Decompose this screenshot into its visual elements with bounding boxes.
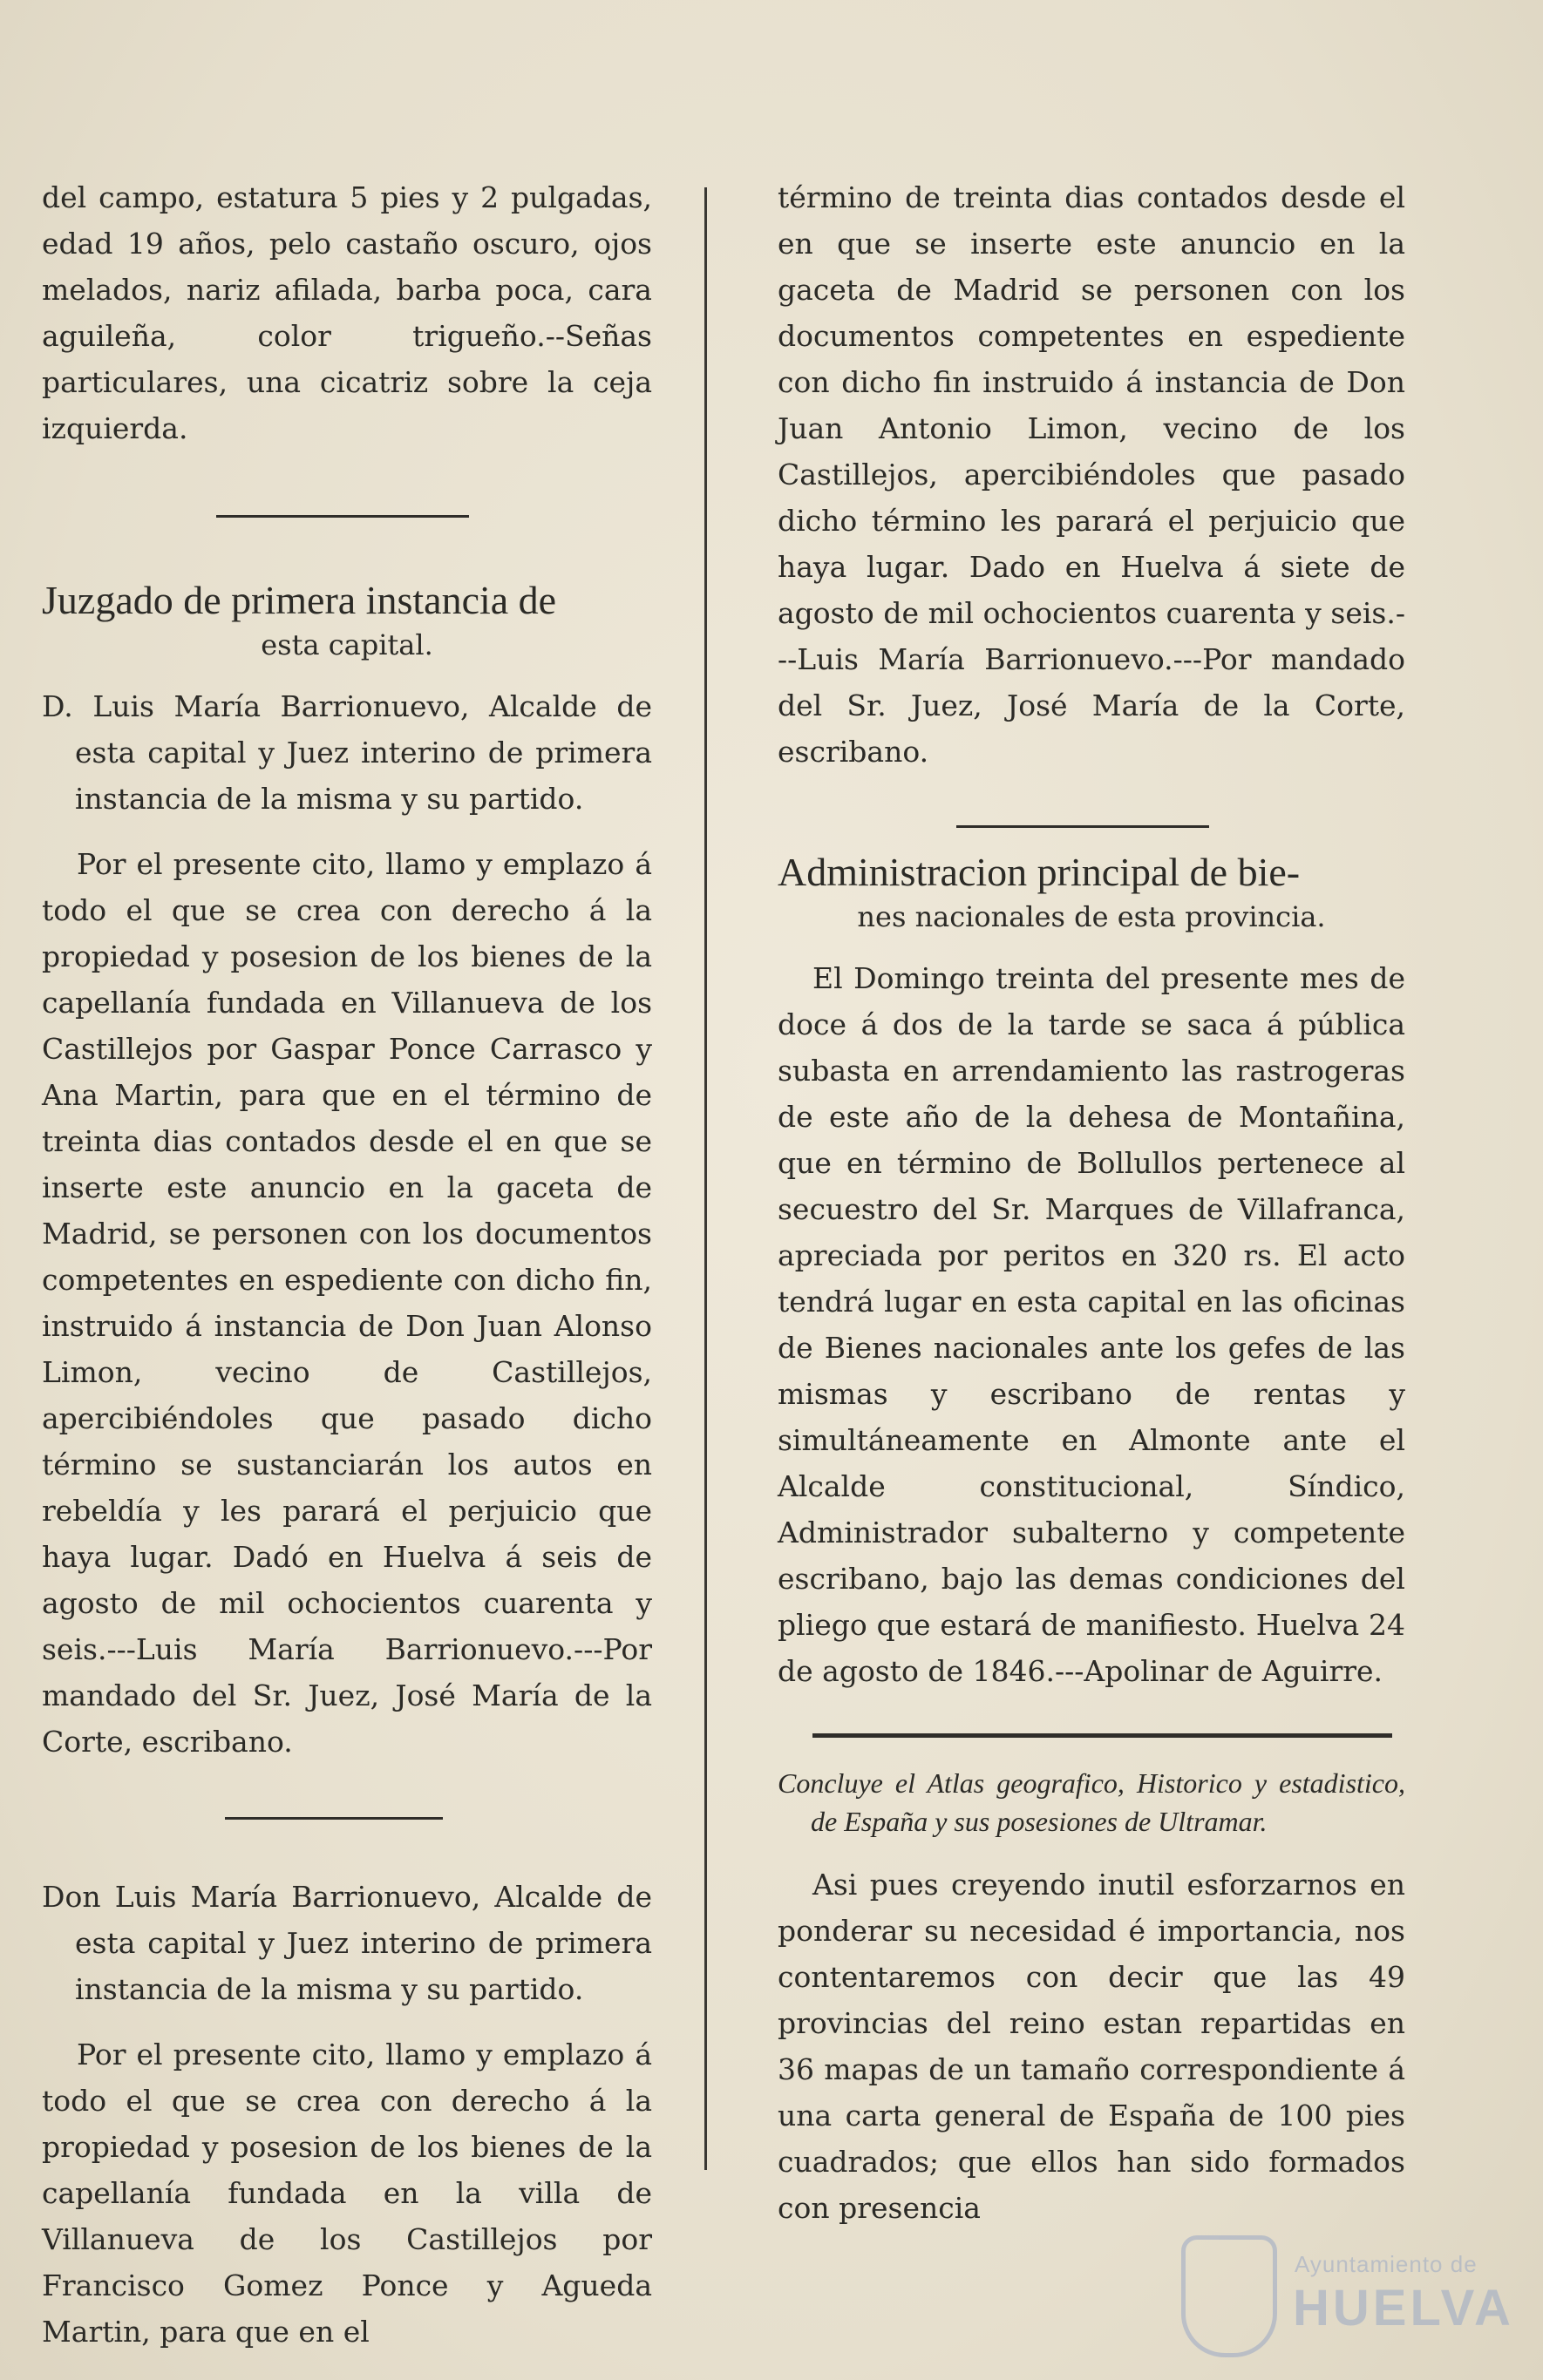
edicto-paragraph-2: Por el presente cito, llamo y emplazo á todo el que se crea con derecho á la propiedad y posesion de los bienes de la capellanía fundada en la villa de Villanueva de los Castillejos por Francisco Gomez Ponce y Agueda Martin, para que en el bbox=[42, 2038, 652, 2349]
watermark-main-text: HUELVA bbox=[1293, 2280, 1514, 2336]
coat-of-arms-icon bbox=[1181, 2235, 1277, 2357]
section-divider bbox=[956, 825, 1209, 828]
section-divider-wide bbox=[812, 1733, 1392, 1738]
subasta-paragraph: El Domingo treinta del presente mes de doce á dos de la tarde se saca á pública subasta en arrendamiento las rastrogeras de este año de la dehesa de Montañina, que en término de Bollullos pertenece al secuestro del Sr. Marques de Villafranca, apreciada por peritos en 320 rs. El acto tendrá lugar en esta capital en las oficinas de Bienes nacionales ante los gefes de las mismas y escribano de rentas y simultáneamente en Almonte ante el Alcalde constitucional, Síndico, Administrador subalterno y competente escribano, bajo las demas condiciones del pliego que estará de manifiesto. Huelva 24 de agosto de 1846.---Apolinar de Aguirre. bbox=[778, 961, 1405, 1688]
column-rule bbox=[704, 187, 707, 2170]
section-heading-juzgado: Juzgado de primera instancia de bbox=[42, 578, 557, 622]
edicto-paragraph-1: Por el presente cito, llamo y emplazo á todo el que se crea con derecho á la propiedad y posesion de los bienes de la capellanía fundada en Villanueva de los Castillejos por Gaspar Ponce Carrasco y Ana Martin, para que en el término de treinta dias contados desde el en que se inserte este anuncio en la gaceta de Madrid, se personen con los documentos competentes en espediente con dicho fin, instruido á instancia de Don Juan Alonso Limon, vecino de Castillejos, apercibiéndoles que pasado dicho término se sustanciarán los autos en rebeldía y les parará el perjuicio que haya lugar. Dadó en Huelva á seis de agosto de mil ochocientos cuarenta y seis.---Luis María Barrionuevo.---Por mandado del Sr. Juez, José María de la Corte, escribano. bbox=[42, 847, 652, 1759]
watermark-top-text: Ayuntamiento de bbox=[1295, 2251, 1478, 2277]
section-divider bbox=[225, 1817, 443, 1820]
alcalde-intro-1: D. Luis María Barrionuevo, Alcalde de esta capital y Juez interino de primera instancia de la misma y su partido. bbox=[42, 689, 652, 816]
alcalde-intro-2: Don Luis María Barrionuevo, Alcalde de esta capital y Juez interino de primera instancia de la misma y su partido. bbox=[42, 1880, 652, 2006]
right-column bbox=[778, 174, 1405, 2231]
section-divider bbox=[216, 515, 469, 518]
atlas-paragraph: Asi pues creyendo inutil esforzarnos en ponderar su necesidad é importancia, nos contentaremos con decir que las 49 provincias del reino estan repartidas en 36 mapas de un tamaño correspondiente á una carta general de España de 100 pies cuadrados; que ellos han sido formados con presencia bbox=[778, 1868, 1405, 2225]
section-heading-juzgado-cont: esta capital. bbox=[261, 628, 433, 661]
section-heading-administracion-cont: nes nacionales de esta provincia. bbox=[857, 900, 1326, 933]
edicto-continuation: término de treinta dias contados desde el en que se inserte este anuncio en la gaceta de Madrid se personen con los documentos competentes en espediente con dicho fin instruido á instancia de Don Juan Antonio Limon, vecino de los Castillejos, apercibiéndoles que pasado dicho término les parará el perjuicio que haya lugar. Dado en Huelva á siete de agosto de mil ochocientos cuarenta y seis.---Luis María Barrionuevo.---Por mandado del Sr. Juez, José María de la Corte, escribano. bbox=[778, 180, 1405, 769]
atlas-title: Concluye el Atlas geografico, Historico y estadistico, de España y sus posesiones de Ultramar. bbox=[778, 1767, 1405, 1837]
intro-paragraph: del campo, estatura 5 pies y 2 pulgadas, edad 19 años, pelo castaño oscuro, ojos melados, nariz afilada, barba poca, cara aguileña, color trigueño.--Señas particulares, una cicatriz sobre la ceja izquierda. bbox=[42, 180, 652, 445]
left-column bbox=[42, 174, 652, 2355]
archive-watermark bbox=[1181, 2227, 1512, 2366]
section-heading-administracion: Administracion principal de bie- bbox=[778, 850, 1301, 894]
